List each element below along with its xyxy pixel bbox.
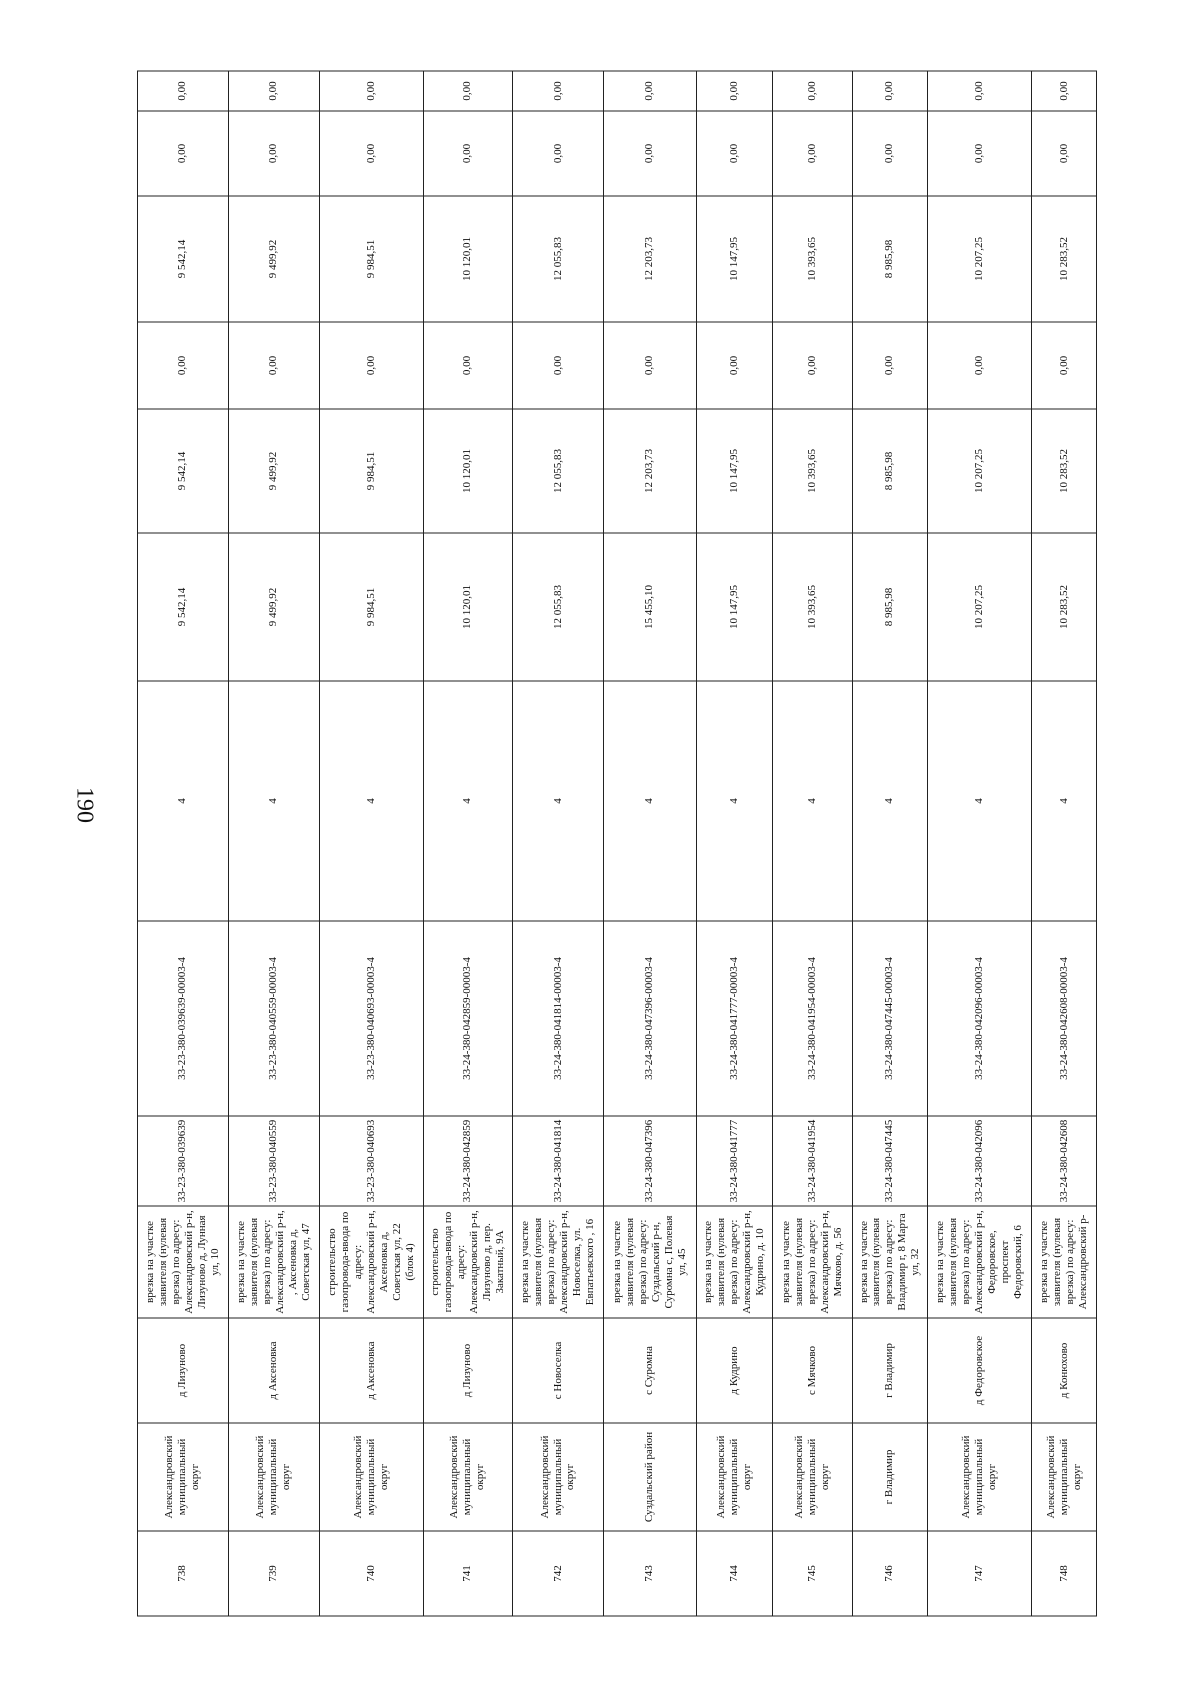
row-number-cell: 739 <box>228 1531 319 1616</box>
amount-total-cell: 8 985,98 <box>852 196 928 322</box>
amount-approved-cell: 12 055,83 <box>513 409 604 533</box>
contract-number-cell: 33-23-380-040559-00003-4 <box>228 921 319 1116</box>
register-table <box>137 71 1097 1617</box>
amount-planned-cell: 10 393,65 <box>772 533 852 681</box>
row-number-cell: 742 <box>513 1531 604 1616</box>
category-cell: 4 <box>319 681 423 921</box>
table-row <box>696 71 772 1616</box>
amount-planned-cell: 8 985,98 <box>852 533 928 681</box>
application-number-cell: 33-24-380-041777 <box>696 1116 772 1206</box>
amount-extra-cell: 0,00 <box>423 111 513 196</box>
amount-extra-cell: 0,00 <box>138 111 229 196</box>
contract-number-cell: 33-23-380-040693-00003-4 <box>319 921 423 1116</box>
amount-excluded-cell: 0,00 <box>603 322 696 409</box>
locality-cell: д Лизуново <box>423 1318 513 1423</box>
amount-excluded-cell: 0,00 <box>228 322 319 409</box>
amount-planned-cell: 9 499,92 <box>228 533 319 681</box>
works-description-cell: врезка на участке заявителя (нулевая врезка) по адресу: Суздальский р-н, Суромна с, Полевая ул, 45 <box>603 1206 696 1318</box>
row-number-cell: 740 <box>319 1531 423 1616</box>
amount-extra-cell: 0,00 <box>1032 111 1097 196</box>
amount-other-cell: 0,00 <box>852 71 928 111</box>
works-description-cell: строительство газопровода-ввода по адресу: Александровский р-н, Лизуново д, пер. Закатный, 9А <box>423 1206 513 1318</box>
amount-approved-cell: 9 542,14 <box>138 409 229 533</box>
table-body <box>138 71 1097 1616</box>
rotated-table-container <box>137 72 1097 1617</box>
application-number-cell: 33-24-380-041814 <box>513 1116 604 1206</box>
contract-number-cell: 33-24-380-047445-00003-4 <box>852 921 928 1116</box>
table-row <box>138 71 229 1616</box>
works-description-cell: врезка на участке заявителя (нулевая врезка) по адресу: Александровский р-н, Кудрино, д. 10 <box>696 1206 772 1318</box>
amount-excluded-cell: 0,00 <box>772 322 852 409</box>
district-cell: Суздальский район <box>603 1423 696 1531</box>
district-cell: Александровский муниципальный округ <box>319 1423 423 1531</box>
amount-total-cell: 10 147,95 <box>696 196 772 322</box>
application-number-cell: 33-24-380-042608 <box>1032 1116 1097 1206</box>
application-number-cell: 33-23-380-040559 <box>228 1116 319 1206</box>
district-cell: Александровский муниципальный округ <box>138 1423 229 1531</box>
amount-other-cell: 0,00 <box>319 71 423 111</box>
district-cell: Александровский муниципальный округ <box>928 1423 1032 1531</box>
district-cell: Александровский муниципальный округ <box>228 1423 319 1531</box>
amount-extra-cell: 0,00 <box>772 111 852 196</box>
category-cell: 4 <box>772 681 852 921</box>
amount-extra-cell: 0,00 <box>228 111 319 196</box>
category-cell: 4 <box>513 681 604 921</box>
amount-other-cell: 0,00 <box>928 71 1032 111</box>
amount-other-cell: 0,00 <box>696 71 772 111</box>
amount-other-cell: 0,00 <box>228 71 319 111</box>
row-number-cell: 744 <box>696 1531 772 1616</box>
locality-cell: д Федоровское <box>928 1318 1032 1423</box>
amount-excluded-cell: 0,00 <box>928 322 1032 409</box>
amount-planned-cell: 15 455,10 <box>603 533 696 681</box>
table-row <box>319 71 423 1616</box>
application-number-cell: 33-24-380-047396 <box>603 1116 696 1206</box>
contract-number-cell: 33-24-380-041777-00003-4 <box>696 921 772 1116</box>
locality-cell: с Новоселка <box>513 1318 604 1423</box>
amount-total-cell: 10 283,52 <box>1032 196 1097 322</box>
contract-number-cell: 33-23-380-039639-00003-4 <box>138 921 229 1116</box>
amount-excluded-cell: 0,00 <box>423 322 513 409</box>
district-cell: Александровский муниципальный округ <box>772 1423 852 1531</box>
amount-approved-cell: 10 120,01 <box>423 409 513 533</box>
application-number-cell: 33-23-380-040693 <box>319 1116 423 1206</box>
contract-number-cell: 33-24-380-047396-00003-4 <box>603 921 696 1116</box>
table-row <box>852 71 928 1616</box>
row-number-cell: 748 <box>1032 1531 1097 1616</box>
application-number-cell: 33-24-380-042859 <box>423 1116 513 1206</box>
category-cell: 4 <box>228 681 319 921</box>
amount-approved-cell: 10 393,65 <box>772 409 852 533</box>
amount-extra-cell: 0,00 <box>319 111 423 196</box>
works-description-cell: врезка на участке заявителя (нулевая врезка) по адресу: Александровский р-н, Мячково, д. 56 <box>772 1206 852 1318</box>
amount-excluded-cell: 0,00 <box>852 322 928 409</box>
amount-other-cell: 0,00 <box>423 71 513 111</box>
locality-cell: с Мячково <box>772 1318 852 1423</box>
table-row <box>772 71 852 1616</box>
amount-other-cell: 0,00 <box>603 71 696 111</box>
works-description-cell: врезка на участке заявителя (нулевая врезка) по адресу: Александровский р-н, Федоровское, проспект Федоровский, 6 <box>928 1206 1032 1318</box>
application-number-cell: 33-24-380-047445 <box>852 1116 928 1206</box>
amount-extra-cell: 0,00 <box>928 111 1032 196</box>
table-row <box>513 71 604 1616</box>
amount-excluded-cell: 0,00 <box>513 322 604 409</box>
district-cell: Александровский муниципальный округ <box>423 1423 513 1531</box>
category-cell: 4 <box>138 681 229 921</box>
amount-approved-cell: 10 283,52 <box>1032 409 1097 533</box>
category-cell: 4 <box>423 681 513 921</box>
amount-total-cell: 10 120,01 <box>423 196 513 322</box>
table-row <box>423 71 513 1616</box>
amount-total-cell: 12 203,73 <box>603 196 696 322</box>
contract-number-cell: 33-24-380-041954-00003-4 <box>772 921 852 1116</box>
row-number-cell: 738 <box>138 1531 229 1616</box>
contract-number-cell: 33-24-380-042096-00003-4 <box>928 921 1032 1116</box>
amount-planned-cell: 10 147,95 <box>696 533 772 681</box>
district-cell: Александровский муниципальный округ <box>696 1423 772 1531</box>
amount-other-cell: 0,00 <box>513 71 604 111</box>
works-description-cell: врезка на участке заявителя (нулевая врезка) по адресу: Владимир г, 8 Марта ул, 32 <box>852 1206 928 1318</box>
works-description-cell: врезка на участке заявителя (нулевая врезка) по адресу: Александровский р-н, , Аксеновка д, Советская ул, 47 <box>228 1206 319 1318</box>
contract-number-cell: 33-24-380-041814-00003-4 <box>513 921 604 1116</box>
application-number-cell: 33-24-380-042096 <box>928 1116 1032 1206</box>
amount-planned-cell: 10 207,25 <box>928 533 1032 681</box>
works-description-cell: строительство газопровода-ввода по адресу: Александровский р-н, Аксеновка д, Советская ул, 22 (блок 4) <box>319 1206 423 1318</box>
amount-total-cell: 12 055,83 <box>513 196 604 322</box>
amount-extra-cell: 0,00 <box>513 111 604 196</box>
locality-cell: г Владимир <box>852 1318 928 1423</box>
amount-total-cell: 9 542,14 <box>138 196 229 322</box>
amount-approved-cell: 10 147,95 <box>696 409 772 533</box>
amount-total-cell: 10 207,25 <box>928 196 1032 322</box>
table-row <box>1032 71 1097 1616</box>
locality-cell: д Лизуново <box>138 1318 229 1423</box>
category-cell: 4 <box>696 681 772 921</box>
category-cell: 4 <box>852 681 928 921</box>
application-number-cell: 33-23-380-039639 <box>138 1116 229 1206</box>
category-cell: 4 <box>928 681 1032 921</box>
row-number-cell: 741 <box>423 1531 513 1616</box>
category-cell: 4 <box>1032 681 1097 921</box>
amount-other-cell: 0,00 <box>1032 71 1097 111</box>
locality-cell: д Конюхово <box>1032 1318 1097 1423</box>
contract-number-cell: 33-24-380-042859-00003-4 <box>423 921 513 1116</box>
row-number-cell: 747 <box>928 1531 1032 1616</box>
locality-cell: д Аксеновка <box>228 1318 319 1423</box>
district-cell: Александровский муниципальный округ <box>513 1423 604 1531</box>
application-number-cell: 33-24-380-041954 <box>772 1116 852 1206</box>
amount-extra-cell: 0,00 <box>852 111 928 196</box>
works-description-cell: врезка на участке заявителя (нулевая врезка) по адресу: Александровский р-н, Лизуново д, Лунная ул, 10 <box>138 1206 229 1318</box>
row-number-cell: 743 <box>603 1531 696 1616</box>
works-description-cell: врезка на участке заявителя (нулевая врезка) по адресу: Александровский р- <box>1032 1206 1097 1318</box>
amount-excluded-cell: 0,00 <box>696 322 772 409</box>
locality-cell: д Аксеновка <box>319 1318 423 1423</box>
amount-approved-cell: 12 203,73 <box>603 409 696 533</box>
category-cell: 4 <box>603 681 696 921</box>
amount-approved-cell: 10 207,25 <box>928 409 1032 533</box>
amount-excluded-cell: 0,00 <box>138 322 229 409</box>
locality-cell: с Суромна <box>603 1318 696 1423</box>
amount-planned-cell: 9 984,51 <box>319 533 423 681</box>
contract-number-cell: 33-24-380-042608-00003-4 <box>1032 921 1097 1116</box>
amount-extra-cell: 0,00 <box>603 111 696 196</box>
row-number-cell: 745 <box>772 1531 852 1616</box>
amount-planned-cell: 10 283,52 <box>1032 533 1097 681</box>
amount-approved-cell: 8 985,98 <box>852 409 928 533</box>
amount-total-cell: 9 984,51 <box>319 196 423 322</box>
table-row <box>228 71 319 1616</box>
amount-other-cell: 0,00 <box>772 71 852 111</box>
district-cell: г Владимир <box>852 1423 928 1531</box>
amount-extra-cell: 0,00 <box>696 111 772 196</box>
amount-total-cell: 10 393,65 <box>772 196 852 322</box>
amount-other-cell: 0,00 <box>138 71 229 111</box>
works-description-cell: врезка на участке заявителя (нулевая врезка) по адресу: Александровский р-н, Новоселка, ул. Евпатьевского , 16 <box>513 1206 604 1318</box>
row-number-cell: 746 <box>852 1531 928 1616</box>
locality-cell: д Кудрино <box>696 1318 772 1423</box>
table-row <box>928 71 1032 1616</box>
amount-planned-cell: 12 055,83 <box>513 533 604 681</box>
amount-planned-cell: 10 120,01 <box>423 533 513 681</box>
amount-approved-cell: 9 499,92 <box>228 409 319 533</box>
amount-planned-cell: 9 542,14 <box>138 533 229 681</box>
amount-excluded-cell: 0,00 <box>1032 322 1097 409</box>
amount-approved-cell: 9 984,51 <box>319 409 423 533</box>
district-cell: Александровский муниципальный округ <box>1032 1423 1097 1531</box>
amount-total-cell: 9 499,92 <box>228 196 319 322</box>
table-row <box>603 71 696 1616</box>
amount-excluded-cell: 0,00 <box>319 322 423 409</box>
page-number: 190 <box>71 787 98 823</box>
